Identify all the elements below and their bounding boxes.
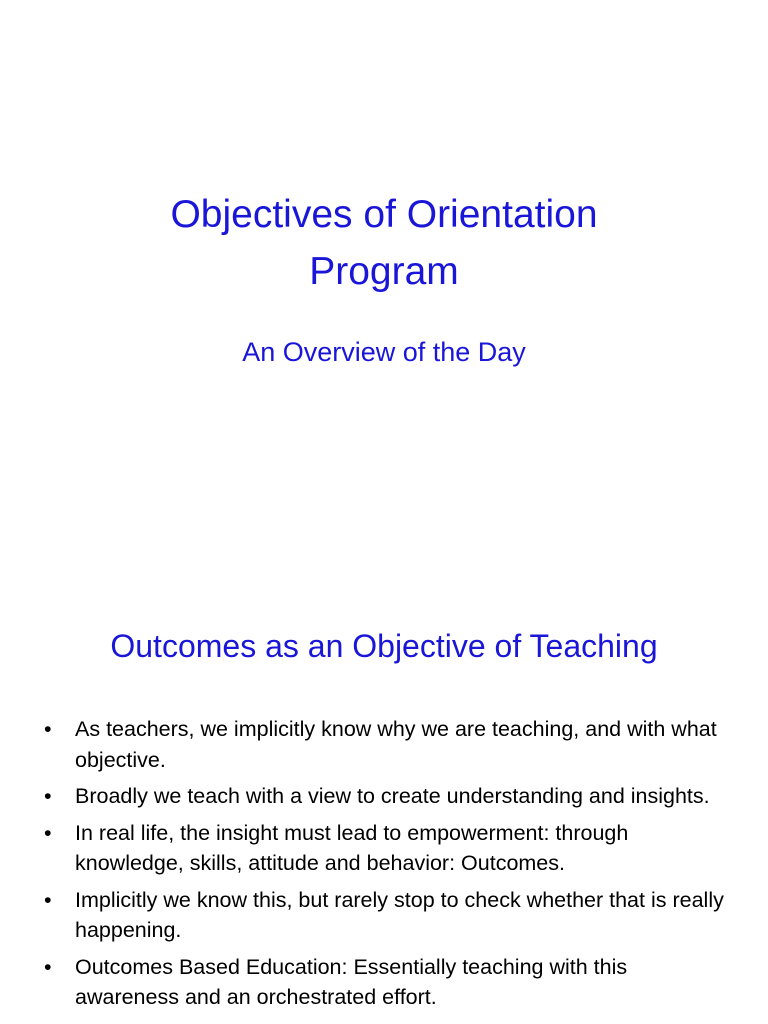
bullet-list bbox=[44, 714, 724, 1019]
slide-outcomes bbox=[0, 576, 768, 1024]
bullet-item bbox=[44, 952, 724, 1013]
title-line-2: Program bbox=[309, 250, 459, 293]
bullet-text: Broadly we teach with a view to create understanding and insights. bbox=[75, 784, 710, 808]
bullet-dot-icon: • bbox=[44, 887, 52, 912]
bullet-item bbox=[44, 781, 724, 812]
presentation-title bbox=[60, 186, 708, 300]
bullet-text: Implicitly we know this, but rarely stop to check whether that is really happening. bbox=[75, 887, 724, 942]
bullet-item bbox=[44, 714, 724, 775]
bullet-dot-icon: • bbox=[44, 717, 52, 741]
bullet-item bbox=[44, 885, 724, 946]
bullet-dot-icon: • bbox=[44, 954, 52, 979]
bullet-text: Outcomes Based Education: Essentially teaching with this awareness and an orchestrated effort. bbox=[75, 954, 628, 1009]
presentation-subtitle: An Overview of the Day bbox=[242, 337, 526, 367]
title-line-1: Objectives of Orientation bbox=[170, 193, 598, 236]
bullet-dot-icon: • bbox=[44, 820, 52, 845]
bullet-text: In real life, the insight must lead to empowerment: through knowledge, skills, attitude and behavior: Outcomes. bbox=[75, 820, 629, 875]
bullet-dot-icon: • bbox=[44, 784, 52, 808]
slide-heading: Outcomes as an Objective of Teaching bbox=[110, 628, 658, 664]
bullet-item bbox=[44, 818, 724, 879]
bullet-text: As teachers, we implicitly know why we are teaching, and with what objective. bbox=[75, 717, 717, 772]
